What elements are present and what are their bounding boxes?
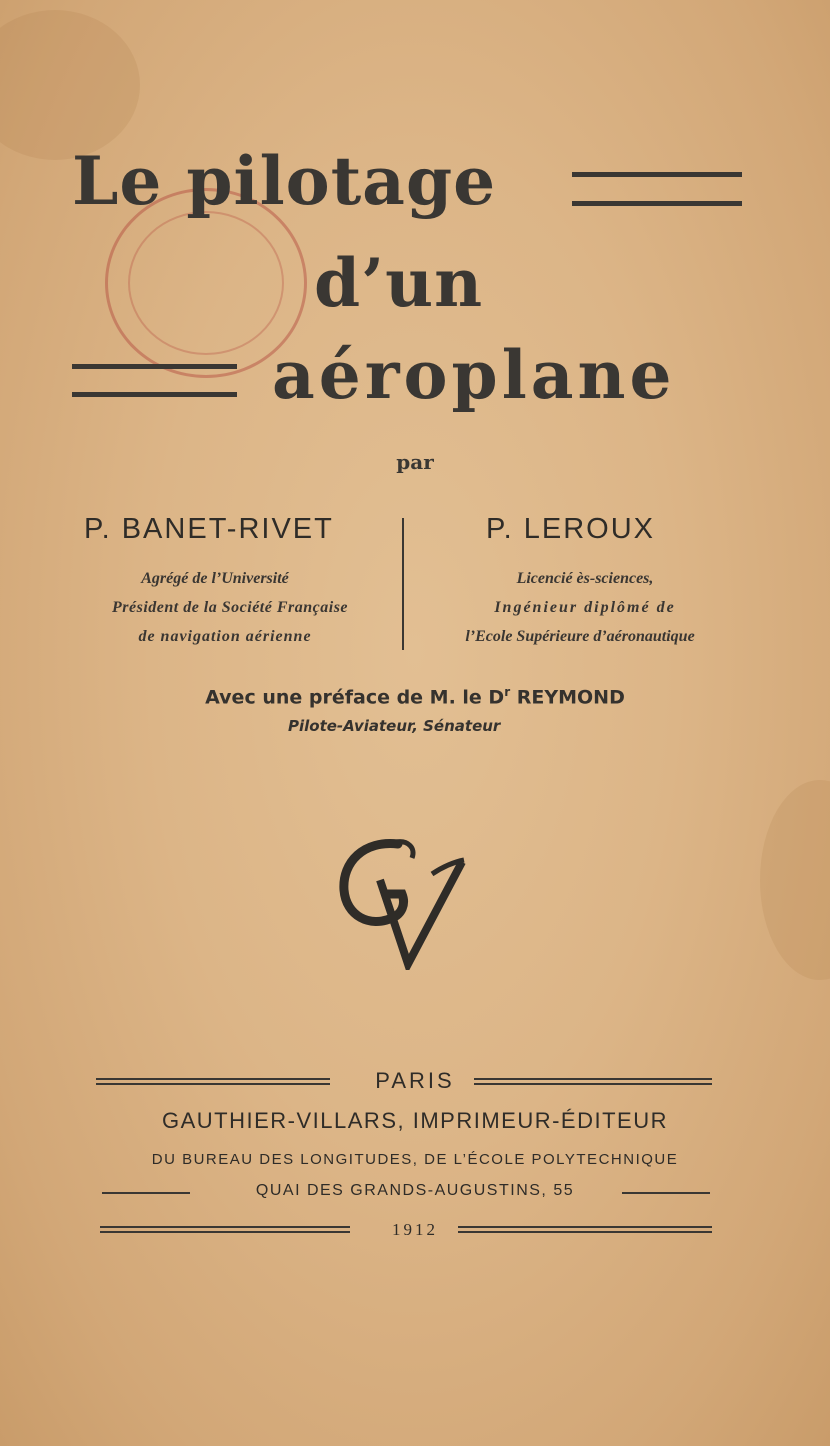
- author-1-credential: Agrégé de l’Université: [141, 570, 289, 587]
- imprint-publisher: GAUTHIER-VILLARS, IMPRIMEUR-ÉDITEUR: [162, 1108, 668, 1133]
- imprint-year: 1912: [392, 1220, 438, 1239]
- monogram-g-stroke: [344, 844, 404, 922]
- title-rule: [572, 201, 742, 206]
- imprint-bureau: DU BUREAU DES LONGITUDES, DE L’ÉCOLE POLYTECHNIQUE: [151, 1151, 679, 1168]
- preface-superscript: r: [504, 685, 511, 699]
- author-2-credential: l’Ecole Supérieure d’aéronautique: [465, 628, 695, 645]
- monogram-g-hook: [396, 842, 413, 858]
- author-divider: [402, 518, 404, 650]
- title-rule: [72, 392, 237, 397]
- paper-stain: [0, 10, 140, 160]
- imprint-rule: [622, 1192, 710, 1194]
- author-1-credential: Président de la Société Française: [111, 599, 349, 616]
- author-name-1: P. BANET-RIVET: [84, 513, 334, 545]
- title-rule: [572, 172, 742, 177]
- imprint-rule: [458, 1226, 712, 1233]
- preface-line: [0, 685, 830, 708]
- library-stamp-inner-ring: [128, 211, 284, 355]
- preface-text: Avec une préface de M. le D: [205, 686, 505, 709]
- author-2-credential: Ingénieur diplômé de: [494, 599, 676, 616]
- imprint-address: QUAI DES GRANDS-AUGUSTINS, 55: [255, 1182, 575, 1199]
- title-line-3: aéroplane: [272, 336, 676, 414]
- by-label: par: [396, 450, 434, 474]
- monogram-v-stroke: [380, 862, 462, 964]
- paper-stain: [760, 780, 830, 980]
- author-name-2: P. LEROUX: [486, 513, 655, 545]
- publisher-monogram-logo: [336, 832, 470, 970]
- author-2-credential: Licencié ès-sciences,: [516, 570, 654, 587]
- title-line-1: Le pilotage: [72, 142, 497, 220]
- preface-subtitle: Pilote-Aviateur, Sénateur: [288, 717, 501, 735]
- imprint-city: PARIS: [375, 1068, 455, 1093]
- title-rule: [72, 364, 237, 369]
- imprint-rule: [474, 1078, 712, 1085]
- preface-name: REYMOND: [510, 686, 625, 709]
- author-1-credential: de navigation aérienne: [138, 628, 312, 645]
- title-line-2: d’un: [314, 244, 484, 322]
